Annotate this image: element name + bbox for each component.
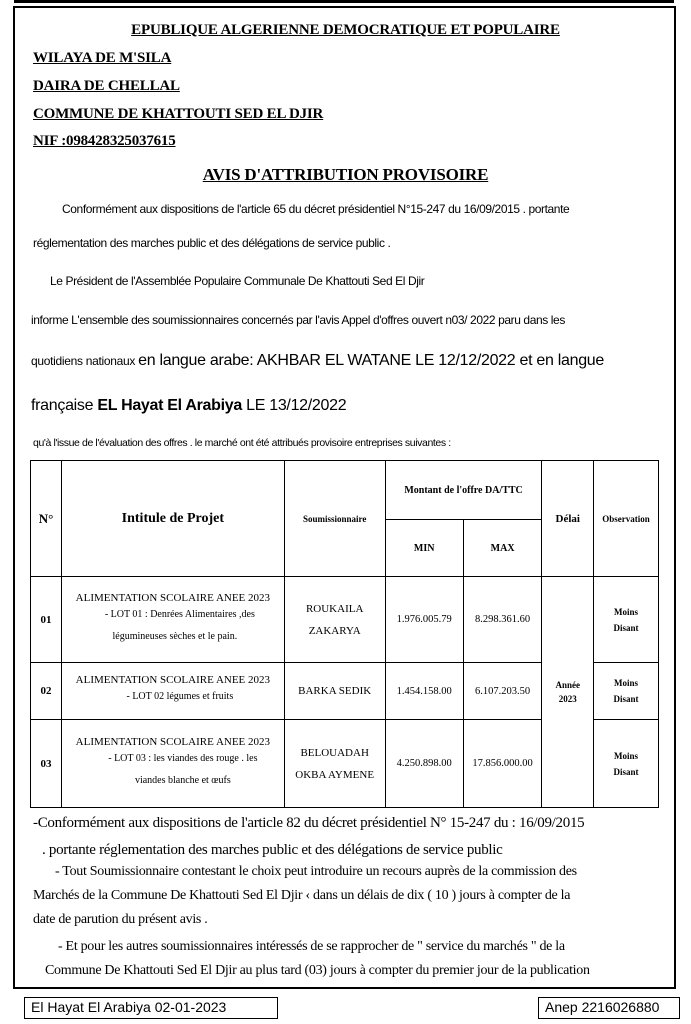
project-lot-line-1: - LOT 01 : Denrées Alimentaires ,des	[104, 608, 255, 620]
row-no: 02	[31, 663, 62, 720]
body-line-6-a: française	[31, 397, 98, 414]
body-line-6	[31, 397, 346, 415]
publication-box: El Hayat El Arabiya 02-01-2023	[24, 997, 278, 1019]
row-observation	[594, 577, 659, 663]
row-soumissionnaire: BARKA SEDIK	[284, 663, 385, 720]
body-line-6-c: LE 13/12/2022	[241, 397, 347, 414]
republic-heading: EPUBLIQUE ALGERIENNE DEMOCRATIQUE ET POPULAIRE	[131, 22, 560, 38]
row-min: 1.976.005.79	[385, 577, 463, 663]
footer-line-4: Marchés de la Commune De Khattouti Sed El Djir ‹ dans un délais de dix ( 10 ) jours à compter de la	[33, 888, 571, 903]
row-max: 6.107.203.50	[463, 663, 542, 720]
nif-line: NIF :098428325037615	[33, 133, 176, 149]
header-projet: Intitule de Projet	[61, 461, 284, 577]
header-observation: Observation	[594, 461, 659, 577]
soum-line-1: ROUKAILA	[305, 602, 364, 615]
row-observation	[594, 663, 659, 720]
obs-line-1: Moins	[614, 678, 639, 688]
table-row	[31, 577, 659, 663]
attribution-table	[30, 460, 659, 808]
header-no: N°	[31, 461, 62, 577]
row-project	[61, 720, 284, 808]
notice-title: AVIS D'ATTRIBUTION PROVISOIRE	[202, 165, 489, 184]
row-no: 03	[31, 720, 62, 808]
body-line-1: Conformément aux dispositions de l'article 65 du décret présidentiel N°15-247 du 16/09/2015 . portante	[62, 202, 570, 216]
footer-line-6: - Et pour les autres soumissionnaires intéressés de se rapprocher de " service du marchés " de la	[58, 939, 565, 954]
row-min: 1.454.158.00	[385, 663, 463, 720]
footer-line-3: - Tout Soumissionnaire contestant le choix peut introduire un recours auprès de la commission des	[55, 864, 577, 879]
project-lot-line-1: - LOT 03 : les viandes des rouge . les	[108, 752, 258, 764]
body-line-5	[31, 352, 604, 370]
row-soumissionnaire	[284, 720, 385, 808]
footer-line-1: -Conformément aux dispositions de l'article 82 du décret présidentiel N° 15-247 du : 16/09/2015	[33, 815, 585, 831]
header-montant: Montant de l'offre DA/TTC	[385, 461, 542, 520]
body-line-2: réglementation des marches public et des délégations de service public .	[33, 236, 391, 250]
header-min: MIN	[385, 520, 463, 577]
project-lot-line-2: viandes blanche et œufs	[134, 774, 231, 786]
anep-box: Anep 2216026880	[538, 997, 680, 1019]
soum-line-2: OKBA AYMENE	[295, 768, 375, 781]
footer-line-5: date de parution du présent avis .	[33, 912, 208, 927]
project-title: ALIMENTATION SCOLAIRE ANEE 2023	[75, 591, 271, 604]
header-soumissionnaire: Soumissionnaire	[284, 461, 385, 577]
top-border-line	[14, 0, 674, 3]
row-max: 8.298.361.60	[463, 577, 542, 663]
obs-line-1: Moins	[614, 606, 639, 617]
commune-line: COMMUNE DE KHATTOUTI SED EL DJIR	[33, 106, 324, 122]
delai-line-1: Année	[555, 680, 581, 690]
obs-line-2: Disant	[613, 622, 639, 633]
row-observation	[594, 720, 659, 808]
footer-line-7: Commune De Khattouti Sed El Djir au plus tard (03) jours à compter du premier jour de la publication	[45, 963, 590, 978]
row-project	[61, 663, 284, 720]
soum-line-2: ZAKARYA	[308, 624, 361, 637]
delai-line-2: 2023	[558, 694, 577, 704]
row-no: 01	[31, 577, 62, 663]
row-min: 4.250.898.00	[385, 720, 463, 808]
project-lot-line-2: légumineuses sèches et le pain.	[112, 630, 238, 642]
project-title: ALIMENTATION SCOLAIRE ANEE 2023	[75, 674, 271, 686]
body-line-5-a: quotidiens nationaux	[31, 354, 139, 368]
project-title: ALIMENTATION SCOLAIRE ANEE 2023	[75, 735, 271, 748]
body-line-7: qu'à l'issue de l'évaluation des offres . le marché ont été attribués provisoire entreprises suivantes :	[33, 437, 451, 449]
obs-line-1: Moins	[614, 750, 639, 761]
soum-line-1: BELOUADAH	[300, 746, 369, 759]
header-delai: Délai	[542, 461, 594, 577]
project-lot-line-1: - LOT 02 légumes et fruits	[126, 691, 234, 702]
obs-line-2: Disant	[613, 766, 639, 777]
body-line-5-b: en langue arabe: AKHBAR EL WATANE LE 12/12/2022 et en langue	[138, 352, 604, 369]
body-line-3: Le Président de l'Assemblée Populaire Communale De Khattouti Sed El Djir	[50, 274, 425, 288]
table-header-row	[31, 461, 659, 520]
footer-line-2: . portante réglementation des marches public et des délégations de service public	[42, 842, 503, 858]
row-max: 17.856.000.00	[463, 720, 542, 808]
daira-line: DAIRA DE CHELLAL	[33, 78, 180, 94]
body-line-6-b: EL Hayat El Arabiya	[97, 397, 242, 414]
wilaya-line: WILAYA DE M'SILA	[33, 50, 172, 66]
header-max: MAX	[463, 520, 542, 577]
row-delai	[542, 577, 594, 808]
body-line-4: informe L'ensemble des soumissionnaires concernés par l'avis Appel d'offres ouvert n03/ 2022 paru dans les	[31, 313, 565, 327]
obs-line-2: Disant	[613, 694, 639, 704]
row-project	[61, 577, 284, 663]
row-soumissionnaire	[284, 577, 385, 663]
